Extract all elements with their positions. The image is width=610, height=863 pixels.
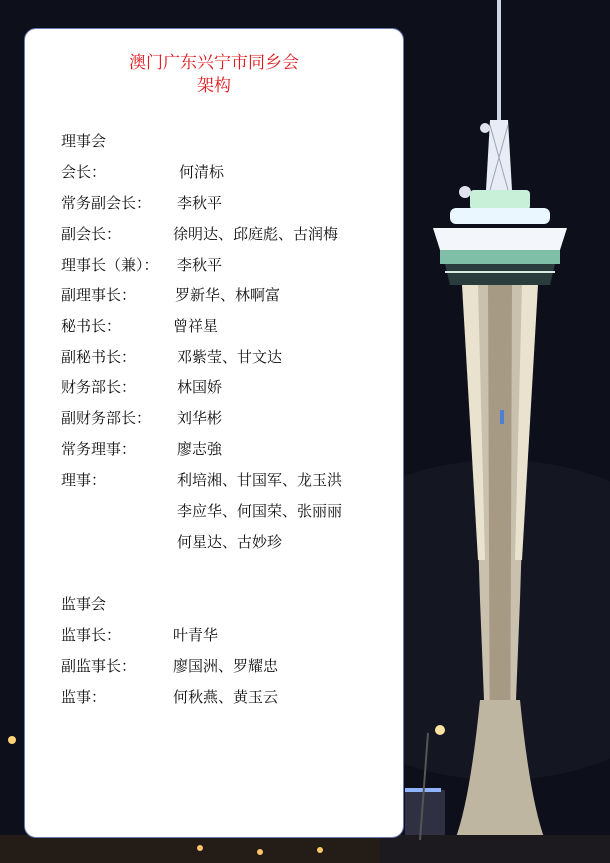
role-label: 副秘书长： (61, 348, 137, 366)
org-subtitle: 架构 (197, 76, 231, 96)
role-names: 廖志強 (177, 440, 223, 458)
role-label: 秘书长： (61, 317, 122, 335)
role-names: 李秋平 (177, 256, 223, 274)
role-names: 罗新华、林啊富 (175, 286, 281, 304)
role-label: 副财务部长： (61, 409, 152, 427)
role-names: 何清标 (179, 163, 225, 181)
role-label: 监事： (61, 688, 107, 706)
role-names: 曾祥星 (173, 317, 219, 335)
role-label: 财务部长： (61, 378, 137, 396)
role-label: 常务副会长： (61, 194, 152, 212)
role-names: 李应华、何国荣、张丽丽 (177, 502, 343, 520)
role-names: 林国娇 (177, 378, 223, 396)
role-names: 廖国洲、罗耀忠 (173, 657, 279, 675)
role-label: 常务理事： (61, 440, 137, 458)
role-label: 监事长： (61, 626, 122, 644)
role-names: 李秋平 (177, 194, 223, 212)
role-names: 叶青华 (173, 626, 219, 644)
role-label: 理事长（兼）： (61, 256, 159, 274)
supervisors-heading: 监事会 (61, 595, 107, 613)
role-names: 何星达、古妙珍 (177, 533, 283, 551)
role-names: 徐明达、邱庭彪、古润梅 (173, 225, 339, 243)
content-card (24, 28, 404, 838)
role-names: 利培湘、甘国军、龙玉洪 (177, 471, 343, 489)
role-label: 副监事长： (61, 657, 137, 675)
role-label: 理事： (61, 471, 107, 489)
council-heading: 理事会 (61, 132, 107, 150)
role-label: 会长： (61, 163, 107, 181)
org-title: 澳门广东兴宁市同乡会 (129, 53, 299, 73)
role-names: 何秋燕、黄玉云 (173, 688, 279, 706)
role-names: 邓紫莹、甘文达 (177, 348, 283, 366)
role-label: 副理事长： (61, 286, 137, 304)
role-label: 副会长： (61, 225, 122, 243)
role-names: 刘华彬 (177, 409, 223, 427)
